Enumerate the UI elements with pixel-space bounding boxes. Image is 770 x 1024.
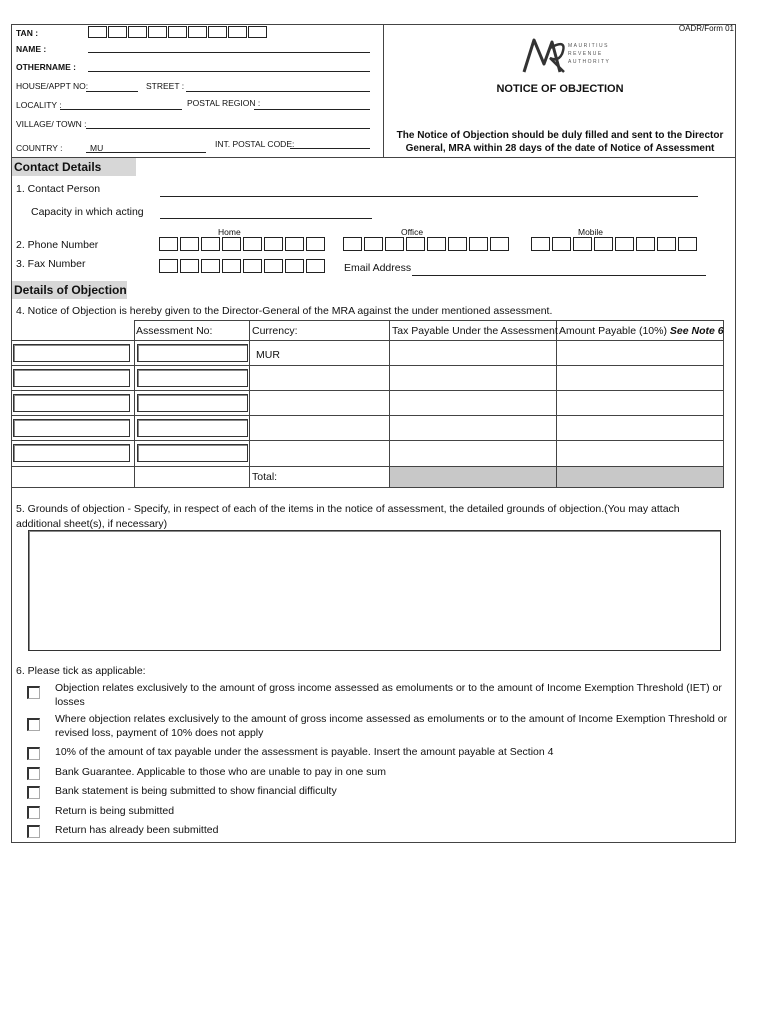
tick-checkbox-2[interactable]	[27, 718, 40, 731]
tan-boxes[interactable]	[88, 26, 268, 38]
total-label: Total:	[252, 471, 278, 483]
tick-checkbox-3[interactable]	[27, 747, 40, 760]
othername-label: OTHERNAME :	[16, 62, 76, 72]
total-tax-cell	[390, 467, 556, 487]
name-field[interactable]	[88, 52, 370, 53]
locality-field[interactable]	[60, 109, 182, 110]
contact-person-label: 1. Contact Person	[16, 183, 101, 195]
country-field[interactable]	[86, 152, 206, 153]
currency-value: MUR	[256, 349, 280, 361]
col-amount-label: Amount Payable (10%)	[559, 325, 667, 337]
row-5-assessment-input[interactable]	[137, 444, 248, 462]
locality-label: LOCALITY :	[16, 100, 62, 110]
contact-details-heading: Contact Details	[12, 158, 136, 176]
form-id: OADR/Form 01	[678, 24, 734, 33]
email-label: Email Address	[344, 262, 412, 274]
tick-checkbox-7[interactable]	[27, 825, 40, 838]
capacity-field[interactable]	[160, 218, 372, 219]
house-field[interactable]	[86, 91, 138, 92]
col-amount-note: See Note 6	[669, 325, 724, 337]
mobile-label: Mobile	[578, 227, 604, 237]
village-field[interactable]	[86, 128, 370, 129]
int-postal-label: INT. POSTAL CODE:	[215, 139, 295, 149]
contact-person-field[interactable]	[160, 196, 698, 197]
mra-logo	[520, 34, 610, 76]
row-3-assessment-input[interactable]	[137, 394, 248, 412]
row-3-col-1-input[interactable]	[13, 394, 130, 412]
tan-label: TAN :	[16, 28, 39, 38]
tick-item-5: Bank statement is being submitted to show financial difficulty	[55, 785, 337, 797]
int-postal-field[interactable]	[290, 148, 370, 149]
logo-tagline: MAURITIUS REVENUE AUTHORITY	[568, 43, 611, 65]
phone-label: 2. Phone Number	[16, 239, 99, 251]
submission-notice: The Notice of Objection should be duly filled and sent to the Director General, MRA within 28 days of the date of Notice of Assessment	[396, 130, 724, 154]
tick-item-3: 10% of the amount of tax payable under the assessment is payable. Insert the amount payable at Section 4	[55, 746, 554, 758]
row-1-assessment-input[interactable]	[137, 344, 248, 362]
name-label: NAME :	[16, 44, 47, 54]
tick-checkbox-4[interactable]	[27, 767, 40, 780]
country-value: MU	[90, 143, 104, 153]
tick-checkbox-6[interactable]	[27, 806, 40, 819]
row-2-col-1-input[interactable]	[13, 369, 130, 387]
capacity-label: Capacity in which acting	[31, 206, 144, 218]
village-label: VILLAGE/ TOWN :	[16, 119, 87, 129]
office-phone-boxes[interactable]	[343, 237, 511, 251]
grounds-textarea[interactable]	[28, 530, 721, 651]
tick-item-6: Return is being submitted	[55, 805, 175, 817]
office-label: Office	[401, 227, 424, 237]
postal-region-label: POSTAL REGION :	[187, 98, 261, 108]
house-label: HOUSE/APPT NO:	[16, 81, 89, 91]
tick-item-4: Bank Guarantee. Applicable to those who are unable to pay in one sum	[55, 766, 386, 778]
row-4-assessment-input[interactable]	[137, 419, 248, 437]
form-title: NOTICE OF OBJECTION	[496, 83, 624, 95]
tick-heading: 6. Please tick as applicable:	[16, 665, 146, 677]
row-1-col-1-input[interactable]	[13, 344, 130, 362]
objection-heading: Details of Objection	[14, 283, 127, 297]
home-phone-boxes[interactable]	[159, 237, 327, 251]
mobile-phone-boxes[interactable]	[531, 237, 699, 251]
street-field[interactable]	[186, 91, 370, 92]
tick-item-7: Return has already been submitted	[55, 824, 219, 836]
tick-item-2: Where objection relates exclusively to the amount of gross income assessed as emoluments or to the amount of Income Exemption Threshold or revised loss, payment of 10% does not apply	[55, 713, 728, 739]
col-assessment-no: Assessment No:	[136, 325, 213, 337]
postal-region-field[interactable]	[254, 109, 370, 110]
tick-checkbox-5[interactable]	[27, 786, 40, 799]
col-currency: Currency:	[252, 325, 298, 337]
row-4-col-1-input[interactable]	[13, 419, 130, 437]
street-label: STREET :	[146, 81, 185, 91]
grounds-instruction: 5. Grounds of objection - Specify, in respect of each of the items in the notice of assessment, the detailed grounds of objection.(You may attach additional sheet(s), if necessary)	[16, 503, 680, 530]
col-tax-payable: Tax Payable Under the Assessment	[392, 325, 558, 337]
othername-field[interactable]	[88, 71, 370, 72]
tick-checkbox-1[interactable]	[27, 686, 40, 699]
email-field[interactable]	[412, 275, 706, 276]
col-amount-payable	[559, 325, 724, 337]
country-label: COUNTRY :	[16, 143, 63, 153]
objection-intro: 4. Notice of Objection is hereby given to the Director-General of the MRA against the under mentioned assessment.	[16, 305, 553, 317]
fax-label: 3. Fax Number	[16, 258, 86, 270]
total-amount-cell	[557, 467, 723, 487]
fax-boxes[interactable]	[159, 259, 327, 273]
row-5-col-1-input[interactable]	[13, 444, 130, 462]
row-2-assessment-input[interactable]	[137, 369, 248, 387]
home-label: Home	[218, 227, 241, 237]
tick-item-1: Objection relates exclusively to the amount of gross income assessed as emoluments or to the amount of Income Exemption Threshold (IET) or losses	[55, 682, 722, 708]
